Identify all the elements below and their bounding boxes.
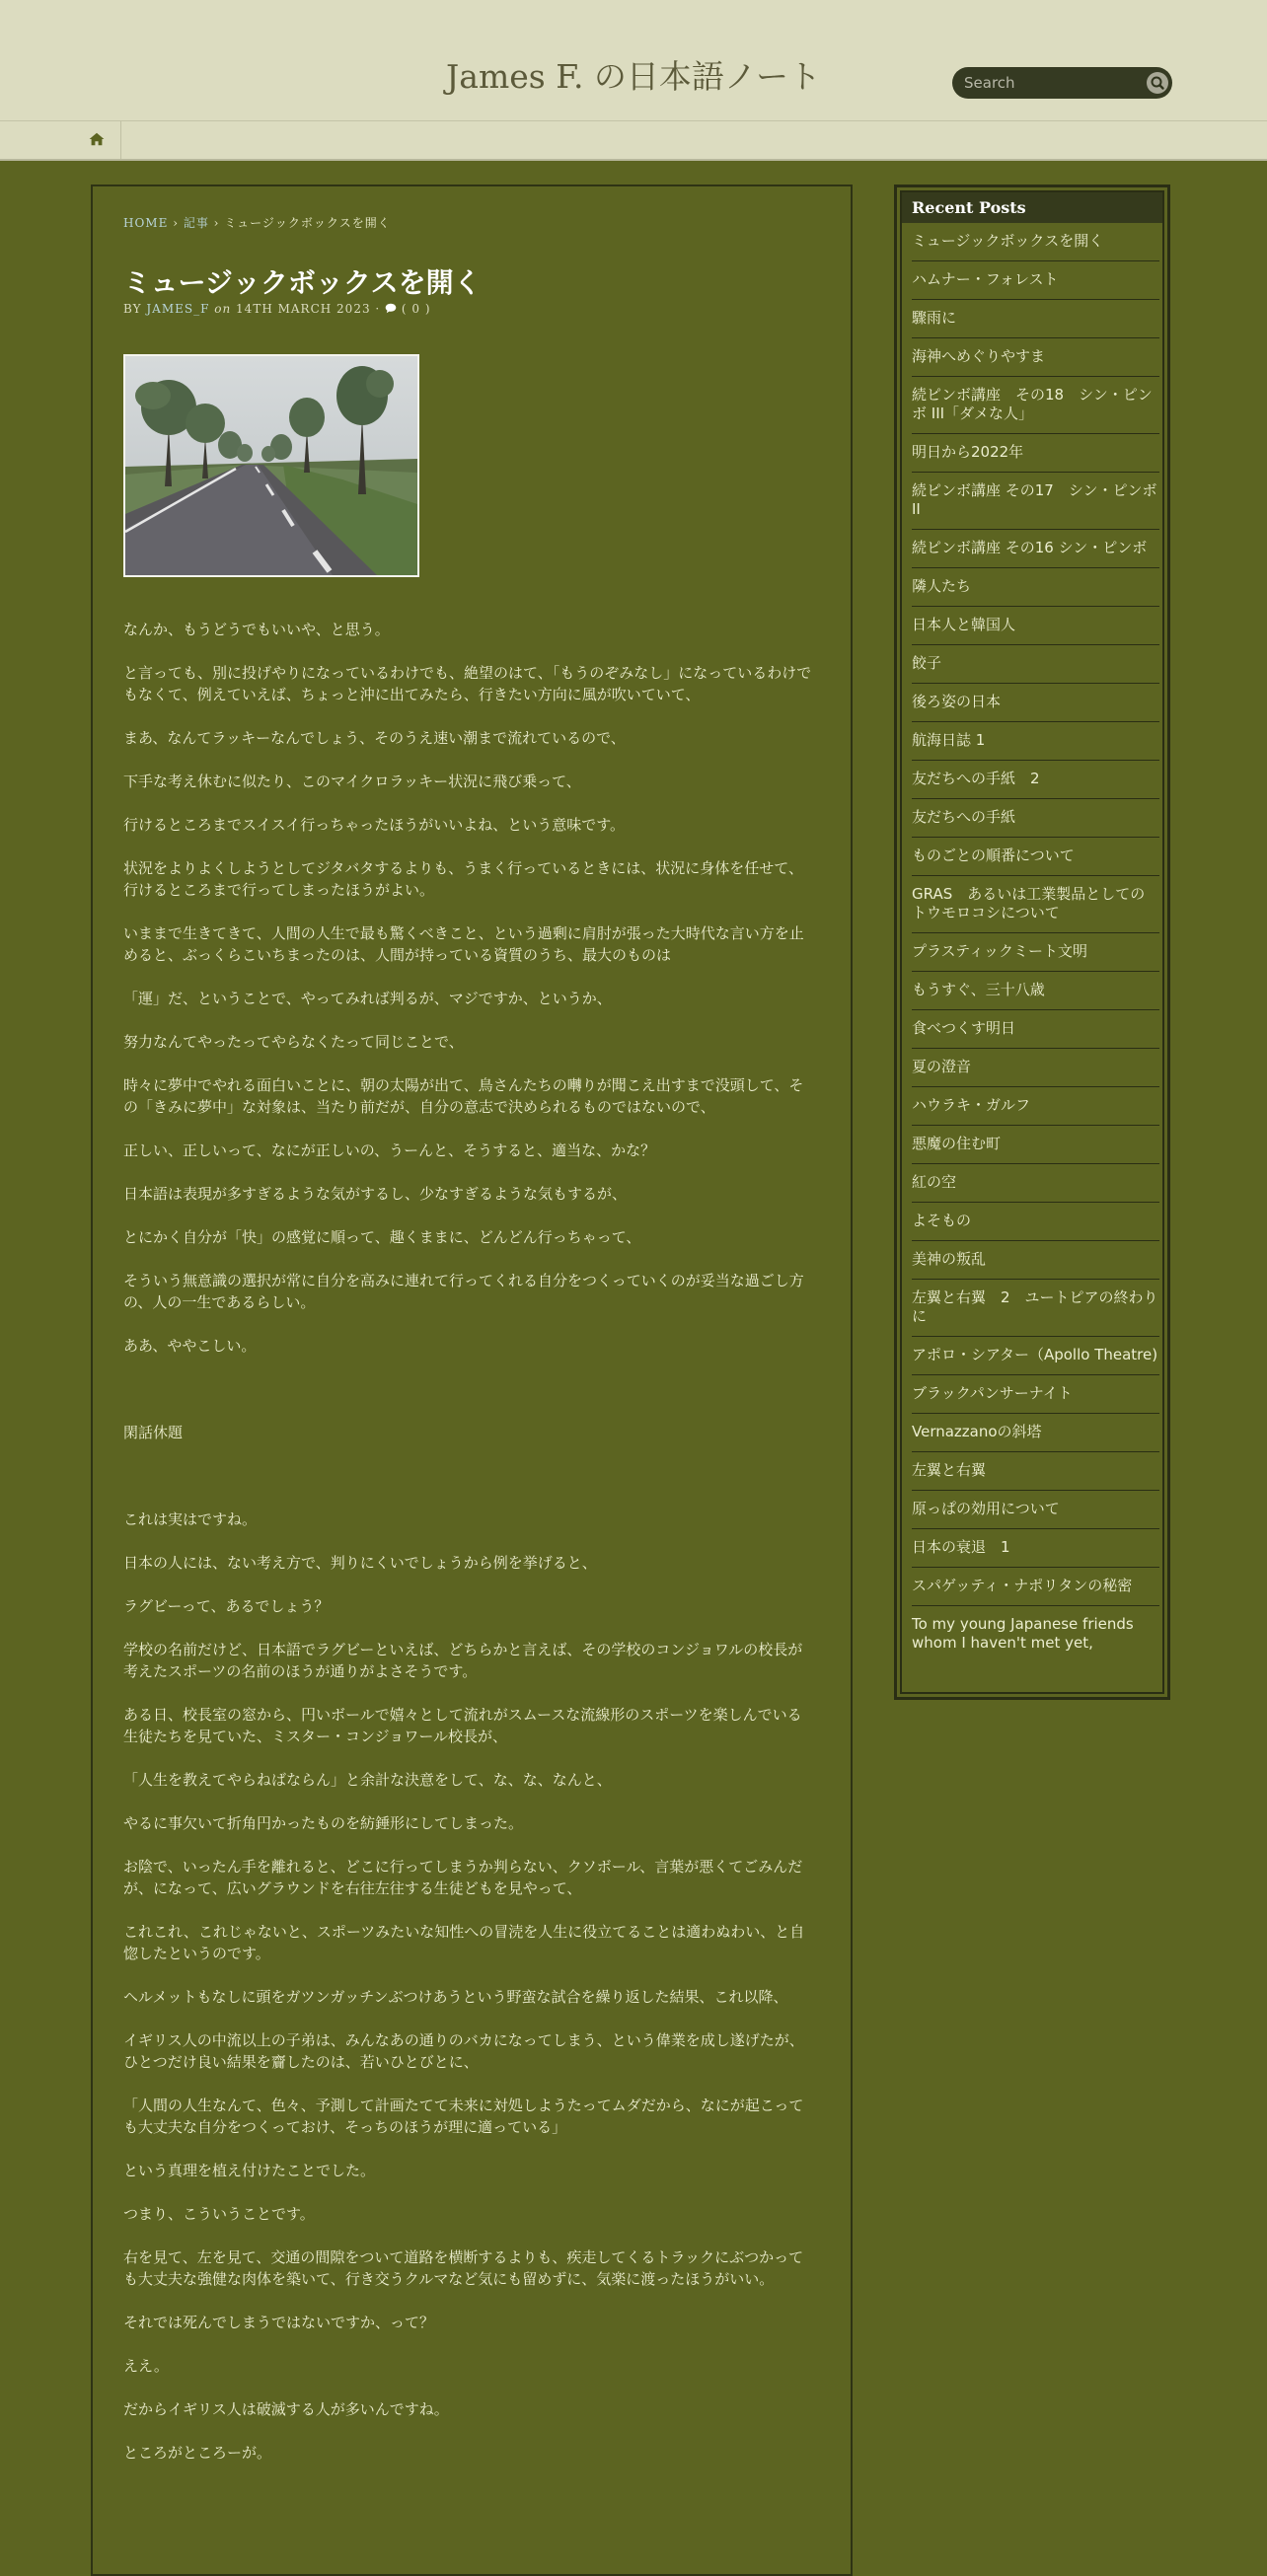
comment-count: ( 0 ) bbox=[401, 302, 431, 316]
paragraph: だからイギリス人は破滅する人が多いんですね。 bbox=[123, 2400, 449, 2418]
breadcrumb bbox=[123, 214, 391, 231]
paragraph: イギリス人の中流以上の子弟は、みんなあの通りのバカになってしまう、という偉業を成し遂げたが、ひとつだけ良い結果を齎したのは、若いひとびとに、 bbox=[123, 2031, 804, 2071]
search-icon bbox=[1147, 72, 1168, 94]
paragraph: 右を見て、左を見て、交通の間隙をついて道路を横断するよりも、疾走してくるトラックにぶつかっても大丈夫な強健な肉体を築いて、行き交うクルマなど気にも留めずに、気楽に渡ったほうがいい。 bbox=[123, 2248, 804, 2288]
home-icon bbox=[89, 132, 105, 146]
recent-post-link[interactable]: GRAS あるいは工業製品としてのトウモロコシについて bbox=[912, 876, 1159, 933]
post-date: 14TH MARCH 2023 bbox=[236, 302, 371, 316]
paragraph: お陰で、いったん手を離れると、どこに行ってしまうか判らない、クソボール、言葉が悪くてごみんだが、になって、広いグラウンドを右往左往する生徒どもを見やって、 bbox=[123, 1858, 803, 1897]
recent-post-link[interactable]: 後ろ姿の日本 bbox=[912, 684, 1159, 722]
paragraph: いままで生きてきて、人間の人生で最も驚くべきこと、という過剰に肩肘が張った大時代な言い方を止めると、ぶっくらこいちまったのは、人間が持っている資質のうち、最大のものは bbox=[123, 924, 804, 964]
meta-dot: · bbox=[375, 302, 381, 316]
recent-post-link[interactable]: ミュージックボックスを開く bbox=[912, 223, 1159, 261]
recent-post-link[interactable]: 驟雨に bbox=[912, 300, 1159, 338]
comment-icon bbox=[385, 303, 397, 314]
site-header bbox=[0, 0, 1267, 120]
paragraph: 「人間の人生なんて、色々、予測して計画たてて未来に対処しようたってムダだから、なにが起こっても大丈夫な自分をつくっておけ、そっちのほうが理に適っている」 bbox=[123, 2097, 804, 2136]
search-input[interactable] bbox=[964, 67, 1137, 99]
post-title: ミュージックボックスを開く bbox=[123, 266, 482, 299]
paragraph: 正しい、正しいって、なにが正しいの、うーんと、そうすると、適当な、かな？ bbox=[123, 1141, 656, 1159]
recent-post-link[interactable]: Vernazzanoの斜塔 bbox=[912, 1414, 1159, 1452]
paragraph: と言っても、別に投げやりになっているわけでも、絶望のはて、「もうのぞみなし」になっているわけでもなくて、例えていえば、ちょっと沖に出てみたら、行きたい方向に風が吹いていて、 bbox=[123, 664, 812, 703]
paragraph: ええ。 bbox=[123, 2357, 169, 2375]
meta-on: on bbox=[214, 302, 232, 316]
site-title[interactable]: James F. の日本語ノート bbox=[446, 57, 821, 96]
recent-post-link[interactable]: 日本の衰退 1 bbox=[912, 1529, 1159, 1568]
paragraph: という真理を植え付けたことでした。 bbox=[123, 2162, 376, 2179]
recent-post-link[interactable]: 航海日誌 1 bbox=[912, 722, 1159, 761]
recent-post-link[interactable]: アポロ・シアター（Apollo Theatre) bbox=[912, 1337, 1159, 1375]
recent-post-link[interactable]: 悪魔の住む町 bbox=[912, 1126, 1159, 1164]
author-link[interactable]: JAMES_F bbox=[146, 302, 210, 316]
recent-post-link[interactable]: 友だちへの手紙 bbox=[912, 799, 1159, 838]
recent-posts-widget bbox=[894, 184, 1170, 1700]
paragraph: 努力なんてやったってやらなくたって同じことで、 bbox=[123, 1033, 464, 1051]
paragraph: これは実はですね。 bbox=[123, 1510, 258, 1528]
paragraph: 「運」だ、ということで、やってみれば判るが、マジですか、というか、 bbox=[123, 990, 612, 1007]
paragraph: これこれ、これじゃないと、スポーツみたいな知性への冒涜を人生に役立てることは適わぬわい、と自惚したというのです。 bbox=[123, 1923, 805, 1962]
recent-post-link[interactable]: 隣人たち bbox=[912, 568, 1159, 607]
paragraph: 時々に夢中でやれる面白いことに、朝の太陽が出て、鳥さんたちの囀りが聞こえ出すまで没頭して、その「きみに夢中」な対象は、当たり前だが、自分の意志で決められるものではないので、 bbox=[123, 1076, 804, 1116]
paragraph: ラグビーって、あるでしょう？ bbox=[123, 1597, 330, 1615]
breadcrumb-category[interactable]: 記事 bbox=[183, 216, 209, 230]
widget-title: Recent Posts bbox=[902, 192, 1162, 223]
recent-post-link[interactable]: プラスティックミート文明 bbox=[912, 933, 1159, 972]
recent-post-link[interactable]: ブラックパンサーナイト bbox=[912, 1375, 1159, 1414]
recent-post-link[interactable]: ハウラキ・ガルフ bbox=[912, 1087, 1159, 1126]
paragraph: ああ、ややこしい。 bbox=[123, 1337, 257, 1355]
breadcrumb-separator: › bbox=[173, 216, 179, 230]
paragraph: まあ、なんてラッキーなんでしょう、そのうえ速い潮まで流れているので、 bbox=[123, 729, 626, 747]
tree-lined-road-image bbox=[125, 356, 417, 575]
post-featured-image[interactable] bbox=[123, 354, 419, 577]
recent-posts-list bbox=[912, 223, 1159, 1662]
paragraph: なんか、もうどうでもいいや、と思う。 bbox=[123, 621, 390, 638]
recent-post-link[interactable]: スパゲッティ・ナポリタンの秘密 bbox=[912, 1568, 1159, 1606]
recent-post-link[interactable]: 餃子 bbox=[912, 645, 1159, 684]
paragraph: ところがところーが。 bbox=[123, 2444, 272, 2462]
paragraph: 下手な考え休むに似たり、このマイクロラッキー状況に飛び乗って、 bbox=[123, 773, 581, 790]
recent-post-link[interactable]: 左翼と右翼 bbox=[912, 1452, 1159, 1491]
paragraph: 「人生を教えてやらねばならん」と余計な決意をして、な、な、なんと、 bbox=[123, 1771, 612, 1789]
paragraph: つまり、こういうことです。 bbox=[123, 2205, 315, 2223]
recent-post-link[interactable]: 海神へめぐりやすま bbox=[912, 338, 1159, 377]
recent-posts-panel bbox=[900, 190, 1164, 1694]
paragraph: 状況をよりよくしようとしてジタバタするよりも、うまく行っているときには、状況に身体を任せて、行けるところまで行ってしまったほうがよい。 bbox=[123, 859, 803, 899]
recent-post-link[interactable]: 紅の空 bbox=[912, 1164, 1159, 1203]
paragraph: とにかく自分が「快」の感覚に順って、趣くままに、どんどん行っちゃって、 bbox=[123, 1228, 641, 1246]
paragraph: 行けるところまでスイスイ行っちゃったほうがいいよね、という意味です。 bbox=[123, 816, 626, 834]
paragraph: そういう無意識の選択が常に自分を高みに連れて行ってくれる自分をつくっていくのが妥当な過ごし方の、人の一生であるらしい。 bbox=[123, 1272, 804, 1311]
paragraph: やるに事欠いて折角円かったものを紡錘形にしてしまった。 bbox=[123, 1814, 524, 1832]
paragraph: 日本の人には、ない考え方で、判りにくいでしょうから例を挙げると、 bbox=[123, 1554, 597, 1572]
nav-bar bbox=[0, 120, 1267, 161]
recent-post-link[interactable]: 原っぱの効用について bbox=[912, 1491, 1159, 1529]
post-meta bbox=[123, 302, 431, 316]
paragraph: 学校の名前だけど、日本語でラグビーといえば、どちらかと言えば、その学校のコンジョワルの校長が考えたスポーツの名前のほうが通りがよさそうです。 bbox=[123, 1641, 803, 1680]
section-break: 閑話休題 bbox=[123, 1424, 184, 1441]
recent-post-link[interactable]: 夏の澄音 bbox=[912, 1049, 1159, 1087]
meta-by: BY bbox=[123, 302, 142, 316]
search-box bbox=[952, 67, 1172, 99]
recent-post-link[interactable]: 続ピンボ講座 その17 シン・ピンボ II bbox=[912, 473, 1159, 530]
recent-post-link[interactable]: ハムナー・フォレスト bbox=[912, 261, 1159, 300]
recent-post-link[interactable]: 左翼と右翼 2 ユートピアの終わりに bbox=[912, 1280, 1159, 1337]
post-content bbox=[123, 619, 814, 2485]
recent-post-link[interactable]: 美神の叛乱 bbox=[912, 1241, 1159, 1280]
breadcrumb-current: ミュージックボックスを開く bbox=[224, 216, 391, 230]
recent-post-link[interactable]: 明日から2022年 bbox=[912, 434, 1159, 473]
search-button[interactable] bbox=[1147, 72, 1168, 94]
recent-post-link[interactable]: よそもの bbox=[912, 1203, 1159, 1241]
recent-post-link[interactable]: ものごとの順番について bbox=[912, 838, 1159, 876]
recent-post-link[interactable]: 続ピンボ講座 その16 シン・ピンボ bbox=[912, 530, 1159, 568]
home-nav-button[interactable] bbox=[81, 121, 121, 159]
recent-post-link[interactable]: もうすぐ、三十八歳 bbox=[912, 972, 1159, 1010]
recent-post-link[interactable]: 友だちへの手紙 2 bbox=[912, 761, 1159, 799]
paragraph: ある日、校長室の窓から、円いボールで嬉々として流れがスムースな流線形のスポーツを楽しんでいる生徒たちを見ていた、ミスター・コンジョワール校長が、 bbox=[123, 1706, 802, 1745]
comments-link[interactable] bbox=[385, 302, 430, 316]
post-article bbox=[91, 184, 853, 2576]
recent-post-link[interactable]: 続ピンボ講座 その18 シン・ピンボ III「ダメな人」 bbox=[912, 377, 1159, 434]
paragraph: ヘルメットもなしに頭をガツンガッチンぶつけあうという野蛮な試合を繰り返した結果、これ以降、 bbox=[123, 1988, 788, 2006]
breadcrumb-separator: › bbox=[213, 216, 220, 230]
recent-post-link[interactable]: 日本人と韓国人 bbox=[912, 607, 1159, 645]
paragraph: 日本語は表現が多すぎるような気がするし、少なすぎるような気もするが、 bbox=[123, 1185, 628, 1203]
recent-post-link[interactable]: To my young Japanese friends whom I haven't met yet, bbox=[912, 1615, 1134, 1652]
recent-post-link[interactable]: 食べつくす明日 bbox=[912, 1010, 1159, 1049]
breadcrumb-home[interactable]: HOME bbox=[123, 216, 169, 230]
paragraph: それでは死んでしまうではないですか、って？ bbox=[123, 2314, 435, 2331]
